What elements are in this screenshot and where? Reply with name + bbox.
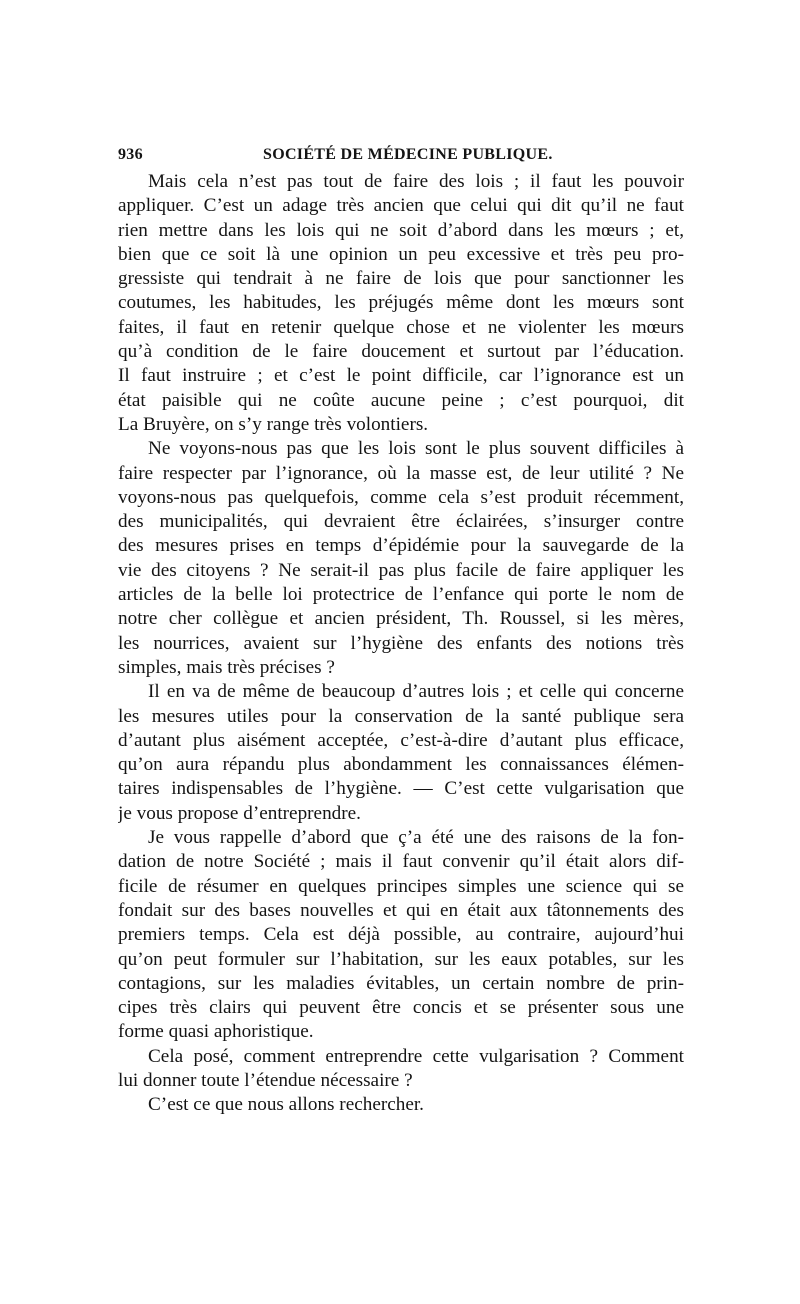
paragraph bbox=[118, 437, 684, 680]
text-line: qu’à condition de le faire doucement et surtout par l’éducation. bbox=[118, 341, 684, 363]
text-line: Il en va de même de beaucoup d’autres lois ; et celle qui concerne bbox=[148, 681, 684, 703]
running-header bbox=[118, 140, 684, 170]
text-line: les nourrices, avaient sur l’hygiène des enfants des notions très bbox=[118, 632, 684, 654]
text-line: cipes très clairs qui peuvent être concis et se présenter sous une bbox=[118, 997, 684, 1019]
text-line: La Bruyère, on s’y range très volontiers. bbox=[118, 413, 429, 435]
text-line: d’autant plus aisément acceptée, c’est-à-dire d’autant plus efficace, bbox=[118, 729, 684, 751]
text-line: Je vous rappelle d’abord que ç’a été une des raisons de la fon- bbox=[148, 827, 684, 849]
text-line: fondait sur des bases nouvelles et qui en était aux tâtonnements des bbox=[118, 899, 684, 921]
paragraph bbox=[118, 1045, 684, 1094]
paragraph bbox=[118, 680, 684, 826]
text-line: Ne voyons-nous pas que les lois sont le plus souvent difficiles à bbox=[148, 438, 684, 460]
text-line: dation de notre Société ; mais il faut convenir qu’il était alors dif- bbox=[118, 851, 684, 873]
text-line: contagions, sur les maladies évitables, un certain nombre de prin- bbox=[118, 972, 684, 994]
body-text bbox=[118, 170, 684, 1118]
page-number: 936 bbox=[118, 146, 143, 163]
text-line: vie des citoyens ? Ne serait-il pas plus facile de faire appliquer les bbox=[118, 559, 684, 581]
book-page bbox=[118, 140, 684, 1118]
text-line: faites, il faut en retenir quelque chose et ne violenter les mœurs bbox=[118, 316, 684, 338]
running-title: SOCIÉTÉ DE MÉDECINE PUBLIQUE. bbox=[263, 146, 553, 163]
text-line: premiers temps. Cela est déjà possible, au contraire, aujourd’hui bbox=[118, 924, 684, 946]
paragraph bbox=[118, 1093, 684, 1117]
text-line: des mesures prises en temps d’épidémie pour la sauvegarde de la bbox=[118, 535, 684, 557]
text-line: Il faut instruire ; et c’est le point difficile, car l’ignorance est un bbox=[118, 365, 684, 387]
text-line: état paisible qui ne coûte aucune peine ; c’est pourquoi, dit bbox=[118, 389, 684, 411]
text-line: Mais cela n’est pas tout de faire des lois ; il faut les pouvoir bbox=[148, 171, 684, 192]
text-line: articles de la belle loi protectrice de l’enfance qui porte le nom de bbox=[118, 584, 684, 606]
text-line: notre cher collègue et ancien président, Th. Roussel, si les mères, bbox=[118, 608, 684, 630]
text-line: qu’on peut formuler sur l’habitation, sur les eaux potables, sur les bbox=[118, 948, 684, 970]
paragraph bbox=[118, 826, 684, 1045]
text-line: coutumes, les habitudes, les préjugés même dont les mœurs sont bbox=[118, 292, 684, 314]
text-line: les mesures utiles pour la conservation de la santé publique sera bbox=[118, 705, 684, 727]
text-line: rien mettre dans les lois qui ne soit d’abord dans les mœurs ; et, bbox=[118, 219, 684, 241]
text-line: forme quasi aphoristique. bbox=[118, 1021, 314, 1043]
text-line: qu’on aura répandu plus abondamment les connaissances élémen- bbox=[118, 754, 684, 776]
text-line: taires indispensables de l’hygiène. — C’est cette vulgarisation que bbox=[118, 778, 684, 800]
text-line: simples, mais très précises ? bbox=[118, 656, 335, 678]
text-line: C’est ce que nous allons rechercher. bbox=[148, 1094, 424, 1116]
text-line: faire respecter par l’ignorance, où la masse est, de leur utilité ? Ne bbox=[118, 462, 684, 484]
text-line: lui donner toute l’étendue nécessaire ? bbox=[118, 1069, 413, 1091]
text-line: Cela posé, comment entreprendre cette vulgarisation ? Comment bbox=[148, 1045, 684, 1067]
text-line: voyons-nous pas quelquefois, comme cela s’est produit récemment, bbox=[118, 486, 684, 508]
text-line: je vous propose d’entreprendre. bbox=[118, 802, 361, 824]
text-line: gressiste qui tendrait à ne faire de lois que pour sanctionner les bbox=[118, 268, 684, 290]
text-line: appliquer. C’est un adage très ancien que celui qui dit qu’il ne faut bbox=[118, 195, 684, 217]
text-line: des municipalités, qui devraient être éclairées, s’insurger contre bbox=[118, 511, 684, 533]
paragraph bbox=[118, 170, 684, 437]
text-line: bien que ce soit là une opinion un peu excessive et très peu pro- bbox=[118, 243, 684, 265]
text-line: ficile de résumer en quelques principes simples une science qui se bbox=[118, 875, 684, 897]
